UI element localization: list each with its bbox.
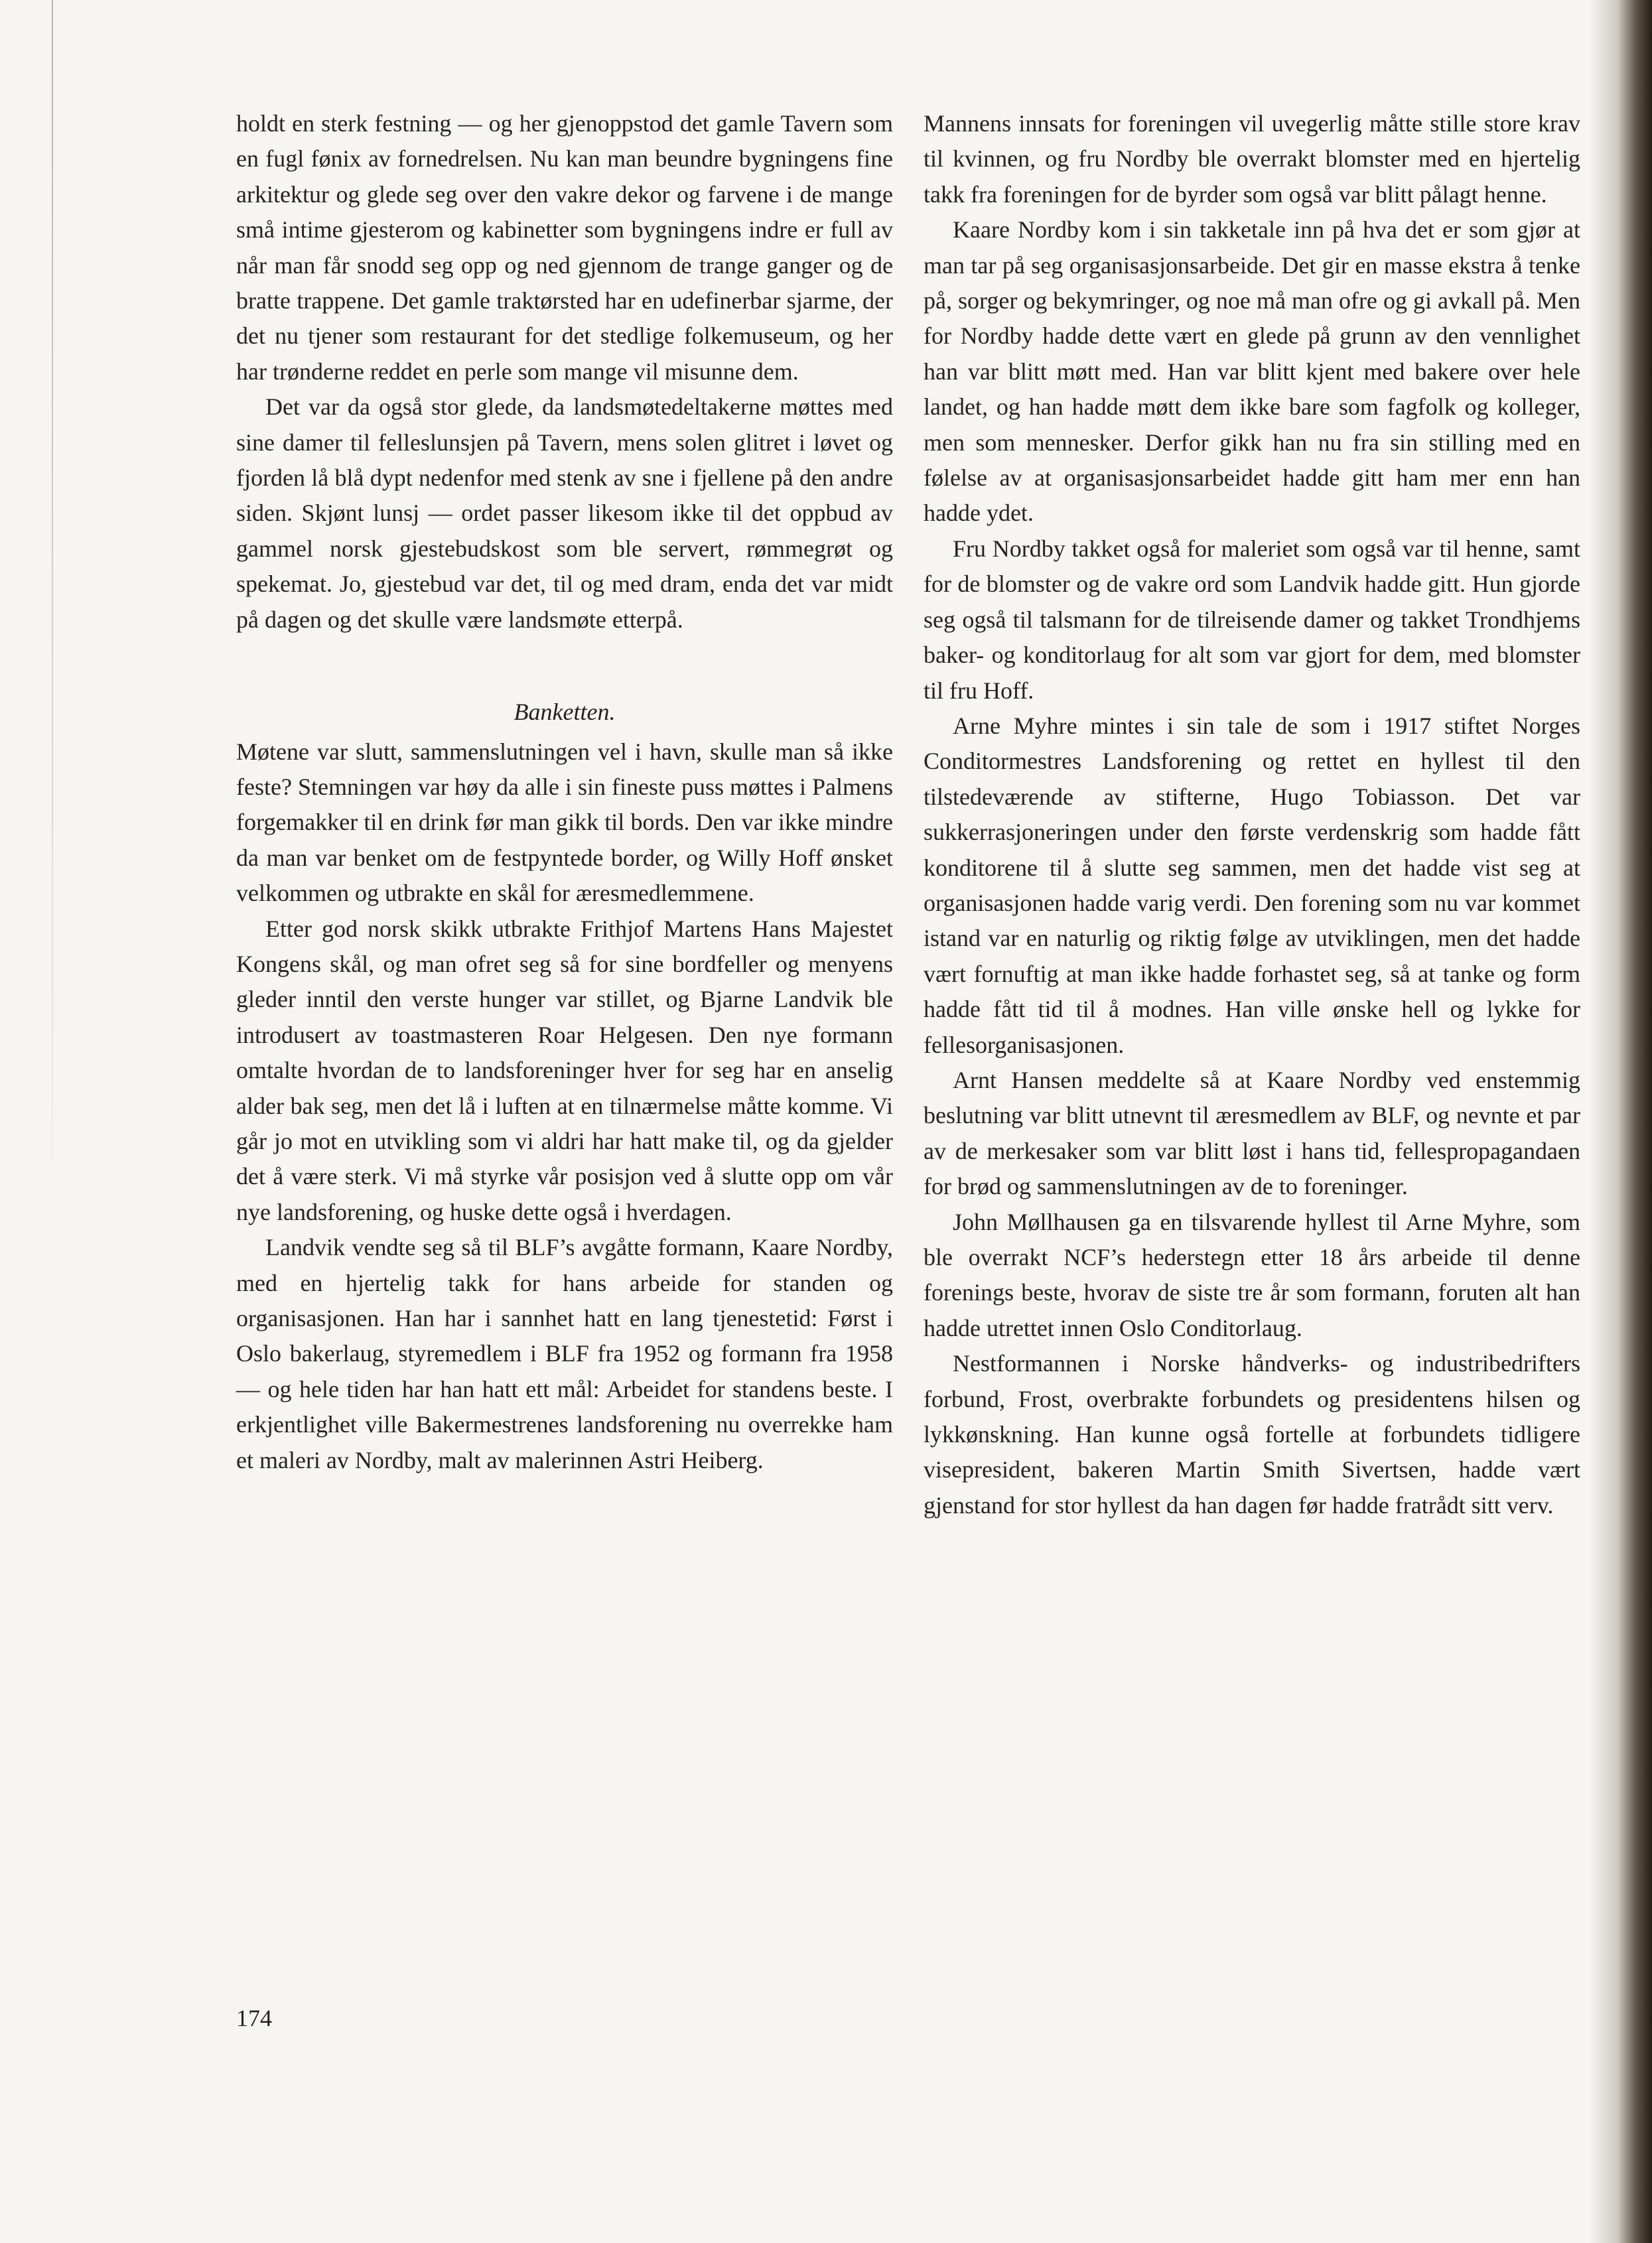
left-paragraph-3: Møtene var slutt, sammenslutningen vel i havn, skulle man så ikke feste? Stemningen var høy da alle i sin fineste puss møttes i Palmens forgemakker til en drink før man gikk til bords. Den var ikke mindre da man var benket om de festpyntede border, og Willy Hoff ønsket velkommen og utbrakte en skål for æresmedlemmene.: [236, 738, 893, 907]
right-paragraph-6: John Møllhausen ga en tilsvarende hyllest til Arne Myhre, som ble overrakt NCF’s hederstegn etter 18 års arbeide til denne forenings beste, hvorav de siste tre år som formann, foruten alt han hadde utrettet innen Oslo Conditorlaug.: [924, 1208, 1580, 1341]
right-paragraph-4: Arne Myhre mintes i sin tale de som i 1917 stiftet Norges Conditormestres Landsforening og rettet en hyllest til den tilstedeværende av stifterne, Hugo Tobiasson. Det var sukkerrasjoneringen under den første verdenskrig som hadde fått konditorene til å slutte seg sammen, men det hadde vist seg at organisasjonen hadde varig verdi. Den forening som nu var kommet istand var en naturlig og riktig følge av utviklingen, men det hadde vært fornuftig at man ikke hadde forhastet seg, så at tanke og form hadde fått tid til å modnes. Han ville ønske hell og lykke for fellesorganisasjonen.: [924, 712, 1580, 1058]
left-paragraph-5: Landvik vendte seg så til BLF’s avgåtte formann, Kaare Nordby, med en hjertelig takk for hans arbeide for standen og organisasjonen. Han har i sannhet hatt en lang tjenestetid: Først i Oslo bakerlaug, styremedlem i BLF fra 1952 og formann fra 1958 — og hele tiden har han hatt ett mål: Arbeidet for standens beste. I erkjentlighet ville Bakermestrenes landsforening nu overrekke ham et maleri av Nordby, malt av malerinnen Astri Heiberg.: [236, 1234, 893, 1473]
right-paragraph-2: Kaare Nordby kom i sin takketale inn på hva det er som gjør at man tar på seg organisasjonsarbeide. Det gir en masse ekstra å tenke på, sorger og bekymringer, og noe må man ofre og gi avkall på. Men for Nordby hadde dette vært en glede på grunn av den vennlighet han var blitt møtt med. Han var blitt kjent med bakere over hele landet, og han hadde møtt dem ikke bare som fagfolk og kolleger, men som mennesker. Derfor gikk han nu fra sin stilling med en følelse av at organisasjonsarbeidet hadde gitt ham mer enn han hadde ydet.: [924, 216, 1580, 527]
right-column: [924, 106, 1580, 1523]
left-paragraph-4: Etter god norsk skikk utbrakte Frithjof Martens Hans Majestet Kongens skål, og man ofret seg så for sine bordfeller og menyens gleder inntil den verste hunger var stillet, og Bjarne Landvik ble introdusert av toastmasteren Roar Helgesen. Den nye formann omtalte hvordan de to landsforeninger hver for seg har en anselig alder bak seg, men det lå i luften at en tilnærmelse måtte komme. Vi går jo mot en utvikling som vi aldri har hatt make til, og da gjelder det å være sterk. Vi må styrke vår posisjon ved å slutte opp om vår nye landsforening, og huske dette også i hverdagen.: [236, 915, 893, 1225]
left-column: [236, 106, 893, 1478]
section-heading-banketten: Banketten.: [514, 699, 616, 726]
page-edge-line: [52, 0, 53, 1161]
right-paragraph-7: Nestformannen i Norske håndverks- og industribedrifters forbund, Frost, overbrakte forbundets og presidentens hilsen og lykkønskning. Han kunne også fortelle at forbundets tidligere visepresident, bakeren Martin Smith Sivertsen, hadde vært gjenstand for stor hyllest da han dagen før hadde fratrådt sitt verv.: [924, 1350, 1580, 1519]
book-gutter-shadow: [1589, 0, 1652, 2243]
left-paragraph-2: Det var da også stor glede, da landsmøtedeltakerne møttes med sine damer til felleslunsjen på Tavern, mens solen glitret i løvet og fjorden lå blå dypt nedenfor med stenk av sne i fjellene på den andre siden. Skjønt lunsj — ordet passer likesom ikke til det oppbud av gammel norsk gjestebudskost som ble servert, rømmegrøt og spekemat. Jo, gjestebud var det, til og med dram, enda det var midt på dagen og det skulle være landsmøte etterpå.: [236, 393, 893, 633]
page-number: 174: [236, 2005, 272, 2031]
right-paragraph-1: Mannens innsats for foreningen vil uvegerlig måtte stille store krav til kvinnen, og fru Nordby ble overrakt blomster med en hjertelig takk fra foreningen for de byrder som også var blitt pålagt henne.: [924, 110, 1580, 208]
right-paragraph-5: Arnt Hansen meddelte så at Kaare Nordby ved enstemmig beslutning var blitt utnevnt til æresmedlem av BLF, og nevnte et par av de merkesaker som var blitt løst i hans tid, fellespropagandaen for brød og sammenslutningen av de to foreninger.: [924, 1066, 1580, 1200]
left-paragraph-1: holdt en sterk festning — og her gjenoppstod det gamle Tavern som en fugl fønix av fornedrelsen. Nu kan man beundre bygningens fine arkitektur og glede seg over den vakre dekor og farvene i de mange små intime gjesterom og kabinetter som bygningens indre er full av når man får snodd seg opp og ned gjennom de trange ganger og de bratte trappene. Det gamle traktørsted har en udefinerbar sjarme, der det nu tjener som restaurant for det stedlige folkemuseum, og her har trønderne reddet en perle som mange vil misunne dem.: [236, 110, 893, 385]
right-paragraph-3: Fru Nordby takket også for maleriet som også var til henne, samt for de blomster og de vakre ord som Landvik hadde gitt. Hun gjorde seg også til talsmann for de tilreisende damer og takket Trondhjems baker- og konditorlaug for alt som var gjort for dem, med blomster til fru Hoff.: [924, 535, 1580, 704]
